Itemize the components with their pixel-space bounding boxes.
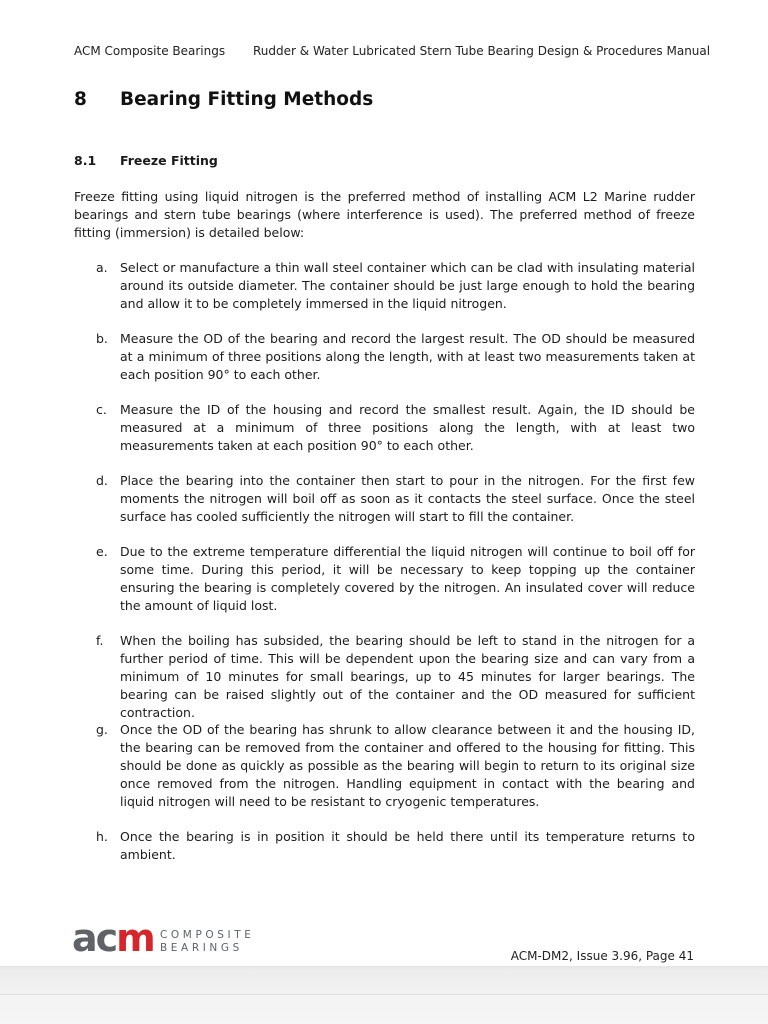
header-company: ACM Composite Bearings bbox=[74, 44, 226, 58]
list-item-letter: g. bbox=[96, 722, 108, 737]
header-manual-title: Rudder & Water Lubricated Stern Tube Bearing Design & Procedures Manual bbox=[253, 44, 711, 58]
list-item-letter: d. bbox=[96, 473, 108, 488]
list-item-text: Once the OD of the bearing has shrunk to allow clearance between it and the housing ID, the bearing can be removed from the container and offered to the housing for fitting. This should be done as quickly as possible as the bearing will begin to return to its original size once removed from the nitrogen. Handling equipment in contact with the bearing and liquid nitrogen will need to be resistant to cryogenic temperatures. bbox=[120, 722, 695, 809]
viewer-divider bbox=[0, 994, 768, 995]
list-item-letter: h. bbox=[96, 829, 108, 844]
logo-wordmark bbox=[160, 929, 254, 955]
list-item-text: Once the bearing is in position it should be held there until its temperature returns to ambient. bbox=[120, 829, 695, 862]
logo-mark-prefix: ac bbox=[72, 916, 117, 960]
list-item-text: Place the bearing into the container then start to pour in the nitrogen. For the first few moments the nitrogen will boil off as soon as it contacts the steel surface. Once the steel surface has cooled sufficiently the nitrogen will start to fill the container. bbox=[120, 473, 695, 524]
chapter-title: Bearing Fitting Methods bbox=[120, 89, 374, 110]
logo-mark-m: m bbox=[116, 916, 154, 960]
list-item-text: Select or manufacture a thin wall steel container which can be clad with insulating material around its outside diameter. The container should be just large enough to hold the bearing and allow it to be completely immersed in the liquid nitrogen. bbox=[120, 260, 695, 311]
intro-paragraph: Freeze fitting using liquid nitrogen is the preferred method of installing ACM L2 Marine rudder bearings and stern tube bearings (where interference is used). The preferred method of freeze fitting (immersion) is detailed below: bbox=[74, 189, 695, 240]
viewer-background bbox=[0, 966, 768, 1024]
list-item-text: Measure the ID of the housing and record the smallest result. Again, the ID should be measured at a minimum of three positions along the length, with at least two measurements taken at each position 90° to each other. bbox=[120, 402, 695, 453]
section-number: 8.1 bbox=[74, 153, 97, 168]
list-item-text: When the boiling has subsided, the bearing should be left to stand in the nitrogen for a further period of time. This will be dependent upon the bearing size and can vary from a minimum of 10 minutes for small bearings, up to 45 minutes for larger bearings. The bearing can be raised slightly out of the container and the OD measured for sufficient contraction. bbox=[120, 633, 695, 720]
logo-mark bbox=[72, 918, 154, 958]
list-item-letter: a. bbox=[96, 260, 108, 275]
logo-word-composite: COMPOSITE bbox=[160, 929, 255, 941]
page-reference: ACM-DM2, Issue 3.96, Page 41 bbox=[510, 949, 694, 963]
list-item-letter: f. bbox=[96, 633, 104, 648]
section-title: Freeze Fitting bbox=[120, 153, 218, 168]
list-item-letter: b. bbox=[96, 331, 108, 346]
list-item-text: Measure the OD of the bearing and record the largest result. The OD should be measured at a minimum of three positions along the length, with at least two measurements taken at each position 90° to each other. bbox=[120, 331, 695, 382]
list-item-letter: c. bbox=[96, 402, 107, 417]
logo-word-bearings: BEARINGS bbox=[160, 942, 243, 954]
chapter-number: 8 bbox=[74, 89, 87, 110]
list-item-letter: e. bbox=[96, 544, 108, 559]
list-item-text: Due to the extreme temperature differential the liquid nitrogen will continue to boil off for some time. During this period, it will be necessary to keep topping up the container ensuring the bearing is completely covered by the nitrogen. An insulated cover will reduce the amount of liquid lost. bbox=[120, 544, 695, 613]
